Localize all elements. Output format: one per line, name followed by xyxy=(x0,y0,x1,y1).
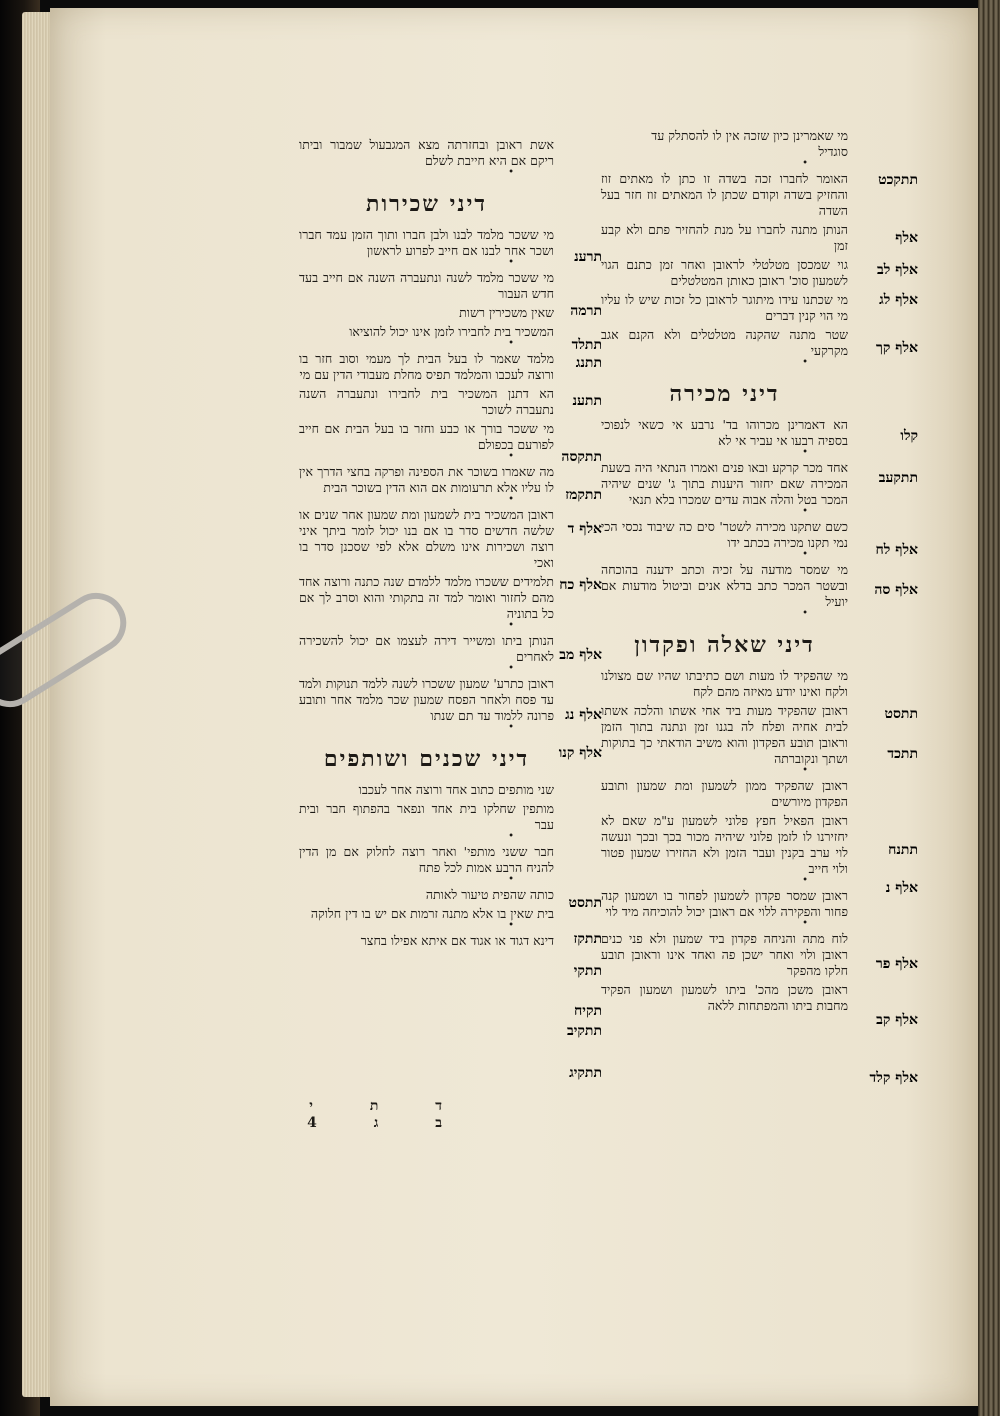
margin-number: אלף לח xyxy=(875,542,918,558)
margin-number: תתקי xyxy=(573,963,602,979)
margin-number: תרמה xyxy=(570,303,602,319)
margin-number: תתנג xyxy=(575,355,602,371)
margin-number: תתקעב xyxy=(878,470,918,486)
margin-number: תתקסה xyxy=(561,449,602,465)
entry: מי ששכר מלמד לבנו ולבן חברו ותוך הזמן עמד חברו ושכר אחר לבנו אם חייב לפרוע לראשון • xyxy=(299,227,554,268)
margin-number: אלף פר xyxy=(875,956,918,972)
margin-number: תתנח xyxy=(888,842,918,858)
entry: ראובן כתרע' שמעון ששכרו לשנה ללמד תנוקות ולמד עד פסח ולאחר הפסח שמעון שכר מלמד אחר ותובע פרונה ללמוד עד תם שנתו • xyxy=(299,676,554,733)
entry: כשם שתקנו מכירה לשטר' סים כה שיבוד נכסי הכי נמי תקנו מכירה בכתב ידו • xyxy=(601,519,848,560)
margin-number: תתסט xyxy=(568,895,602,911)
entry: הנותן ביתו ומשייר דירה לעצמו אם יכול להשכירה לאחרים • xyxy=(299,633,554,674)
margin-number: תתקמז xyxy=(565,487,602,503)
margin-number: תתלד xyxy=(571,337,602,353)
margin-number: תתקכט xyxy=(878,172,918,188)
margin-number: אלף כח xyxy=(559,577,602,593)
section-heading-partners: דיני שכנים ושותפים xyxy=(323,746,530,772)
entry: ראובן שהפקיד מעות ביד אחי אשתו והלכה אשתו לבית אחיה ופלח לה בגנו זמן ונתנה בתוך הזמן וראובן תובע הפקדון והוא משיב הודאתי כך בתוקות ושתך ונקוברתה • xyxy=(601,703,848,776)
margin-number: אלף מב xyxy=(559,647,602,663)
margin-number: תתקיג xyxy=(569,1065,602,1081)
entry: ראובן שהפקיד ממון לשמעון ומת שמעון ותובע הפקדון מיורשים xyxy=(601,778,848,809)
entry: כותה שהפית טיעור לאותה xyxy=(425,887,554,902)
entry: האומר לחברו זכה בשדה זו כתן לו מאתים זוז והחזיק בשדה וקודם שכתן לו המאתים זוז חזר בעל השדה xyxy=(601,171,848,218)
page-footer-signature: ד ת י ב ג 4 xyxy=(307,1098,468,1131)
margin-number: אלף xyxy=(895,230,918,246)
margin-number: אלף קב xyxy=(876,1012,918,1028)
entry: מי ששכר מלמד לשנה ונתעברה השנה אם חייב בעד חדש העבור xyxy=(299,270,554,301)
entry: מי שאמרינן כיון שזכה אין לו להסתלק עד סוגדיל • xyxy=(651,128,848,169)
margin-number: אלף נג xyxy=(565,707,602,723)
right-column xyxy=(601,128,848,1017)
entry: הא דתנן המשכיר בית לחבירו ונתעברה השנה נתעברה לשוכר xyxy=(299,386,554,417)
entry: ראובן המשכיר בית לשמעון ומת שמעון אחר שנים או שלשה חדשים סדר בו אם בנו יכול לומר ביתך איני רוצה ושכירות אינו משלם אלא לפי שסכנן סדר בו ואכי xyxy=(299,507,554,570)
margin-number: תתקיב xyxy=(567,1023,602,1039)
margin-number: אלף קך xyxy=(875,340,918,356)
margin-number: אלף לב xyxy=(877,262,918,278)
margin-number: אלף ד xyxy=(567,521,602,537)
entry: מלמד שאמר לו בעל הבית לך מעמי וסוב חזר בו ורוצה לעכבו והמלמד תפיס מחלת מעבודי הדין עם מי xyxy=(299,351,554,382)
entry: מי שמסר מודעה על זכיה וכתב ידענה בהוכחה ובשטר המכר כתב בדלא אנים וביטול מודעות אם יועיל • xyxy=(601,562,848,619)
margin-number: אלף לג xyxy=(879,292,918,308)
entry: בית שאין בו אלא מתנה זרמות אם יש בו דין חלוקה • xyxy=(310,906,554,931)
entry: מותפין שחלקו בית אחד ונפאר בהפתוף חבר ובית עבר • xyxy=(299,801,554,842)
entry: מה שאמרו בשוכר את הספינה ופרקה בחצי הדרך אין לו עליו אלא תרעומות אם הוא הדין בשוכר הבית • xyxy=(299,464,554,505)
entry: שטר מתנה שהקנה מטלטלים ולא הקנם אגב מקרקעי • xyxy=(601,327,848,368)
section-heading-sale: דיני מכירה xyxy=(669,381,780,407)
entry: הא דאמרינן מכרוהו בד' נרבע אי כשאי לנפוכי בספיה רבעו אי עביר אי לא • xyxy=(601,417,848,458)
margin-number: אלף נ xyxy=(885,880,918,896)
entry: מי שהפקיד לו מעות ושם כתיבתו שהיו שם מצולנו ולקח ואינו יודע מאיזה מהם לקח xyxy=(601,668,848,699)
margin-number: תתסט xyxy=(884,706,918,722)
entry: אשת ראובן ובחזרתה מצא המגבעול שמבור וביתו ריקם אם היא חייבת לשלם • xyxy=(299,137,554,178)
entry: הנותן מתנה לחברו על מנת להחזיר פתם ולא קבע זמן xyxy=(601,222,848,253)
margin-number: תקיח xyxy=(574,1003,602,1019)
margin-number: אלף קלד xyxy=(869,1070,918,1086)
entry: ראובן שמסר פקדון לשמעון לפחור בו ושמעון קנה פחור והפקירה ללוי אם ראובן יכול להוכיחה מיד לוי • xyxy=(601,888,848,929)
left-column xyxy=(299,137,554,952)
entry: אחד מכר קרקע ובאו פנים ואמרו הנתאי היה בשעת המכירה שאם יחזור היענות בתוך ג' שנים שיהיה המכר בטל והלה אבוה עדים שמכרו בלא תנאי • xyxy=(601,460,848,517)
entry: ראובן הפאיל חפץ פלוני לשמעון ע"מ שאם לא יחזירנו לו לזמן פלוני שיהיה מכור בכך ובכך ונעשה לוי ערב בקנין ועבר הזמן ולא החזירו שמעון פטור ולוי חייב • xyxy=(601,813,848,886)
page-right-edge xyxy=(978,0,1000,1416)
section-heading-rent: דיני שכירות xyxy=(366,191,487,217)
entry: דינא דגוד או אגוד אם איתא אפילו בחצר xyxy=(360,933,554,948)
entry: חבר ששני מותפי' ואחר רוצה לחלוק אם מן הדין להניח הרבע אמות לכל פתח • xyxy=(299,844,554,885)
margin-number: קלו xyxy=(900,428,918,444)
margin-number: תתענ xyxy=(572,393,602,409)
margin-number: תתקז xyxy=(573,931,602,947)
entry: לוח מתה והניחה פקדון ביד שמעון ולא פני כנים ראובן ולוי ואחר ישכן פה ואחד אינו וראובן תובע חלקו מהפקר xyxy=(601,931,848,978)
margin-number: אלף סה xyxy=(874,582,918,598)
margin-number: תתכד xyxy=(887,746,918,762)
entry: גוי שמכסן מטלטלי לראובן ואחר זמן כתנם הגוי לשמעון סוכ' ראובן כאותן המטלטלים xyxy=(601,257,848,288)
margin-number: תרענ xyxy=(574,249,602,265)
entry: המשכיר בית לחבירו לזמן אינו יכול להוציאו • xyxy=(349,324,554,349)
entry: שני מותפים כתוב אחד ורוצה אחר לעכבו xyxy=(358,782,554,797)
margin-number: אלף קנו xyxy=(558,745,602,761)
entry: שאין משכירין רשות xyxy=(459,305,554,320)
entry: מי ששכר בורך או כבע וחזר בו בעל הבית אם חייב לפורעם בכפולם • xyxy=(299,421,554,462)
entry: תלמידים ששכרו מלמד ללמדם שנה כתנה ורוצה אחד מהם לחזור ואומר למד זה בתקותי והוא וסרב לך אם כל בתוניה • xyxy=(299,574,554,631)
entry: ראובן משכן מהכ' ביתו לשמעון ושמעון הפקיד מחבות ביתו והמפתחות ללאה xyxy=(601,982,848,1013)
entry: מי שכתנו עידו מיתוגר לראובן כל זכות שיש לו עליו מי הוי קנין דברים xyxy=(601,292,848,323)
section-heading-loan: דיני שאלה ופקדון xyxy=(634,632,815,658)
